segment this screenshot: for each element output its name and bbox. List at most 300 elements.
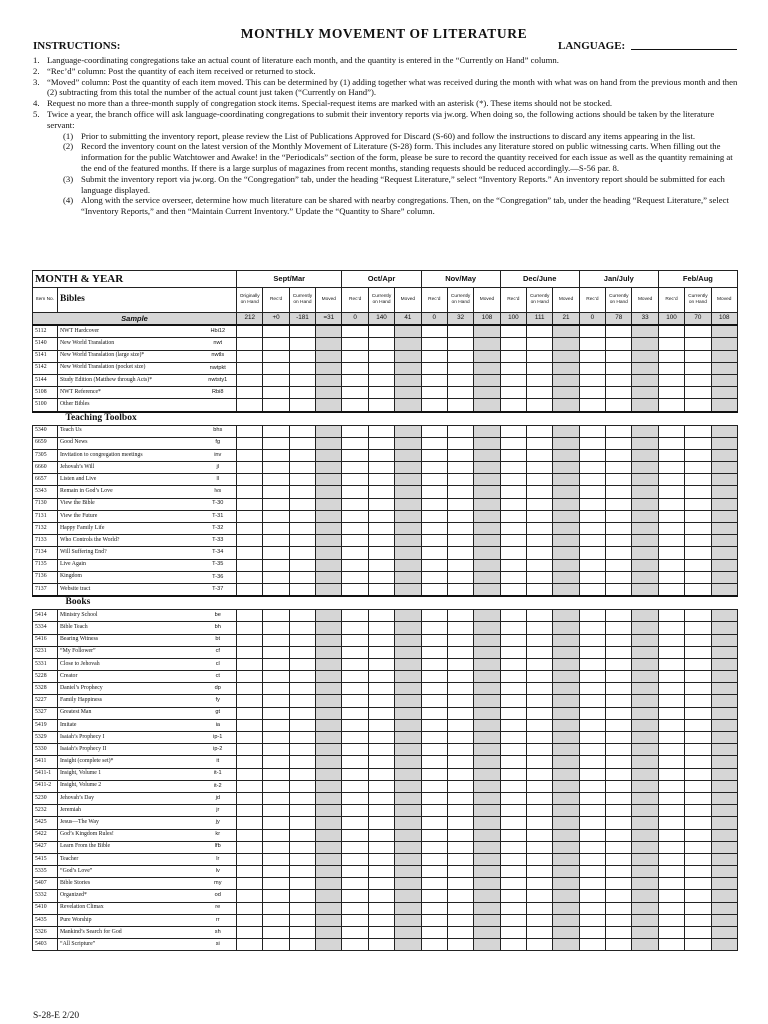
count-cell[interactable] [289,362,315,374]
count-cell[interactable] [685,841,711,853]
moved-cell[interactable] [474,634,500,646]
count-cell[interactable] [500,768,526,780]
count-cell[interactable] [263,768,289,780]
count-cell[interactable] [500,437,526,449]
count-cell[interactable] [527,878,553,890]
moved-cell[interactable] [711,866,737,878]
count-cell[interactable] [263,646,289,658]
count-cell[interactable] [527,362,553,374]
count-cell[interactable] [658,878,684,890]
moved-cell[interactable] [553,523,579,535]
count-cell[interactable] [606,571,632,583]
count-cell[interactable] [527,890,553,902]
moved-cell[interactable] [711,902,737,914]
count-cell[interactable] [368,338,394,350]
moved-cell[interactable] [316,695,342,707]
count-cell[interactable] [447,350,473,362]
count-cell[interactable] [263,671,289,683]
count-cell[interactable] [421,878,447,890]
moved-cell[interactable] [553,399,579,412]
moved-cell[interactable] [711,756,737,768]
count-cell[interactable] [500,510,526,522]
moved-cell[interactable] [316,510,342,522]
count-cell[interactable] [685,732,711,744]
count-cell[interactable] [500,425,526,437]
moved-cell[interactable] [553,866,579,878]
count-cell[interactable] [368,449,394,461]
count-cell[interactable] [685,719,711,731]
count-cell[interactable] [447,732,473,744]
moved-cell[interactable] [632,474,658,486]
count-cell[interactable] [658,462,684,474]
moved-cell[interactable] [711,768,737,780]
moved-cell[interactable] [711,719,737,731]
count-cell[interactable] [579,658,605,670]
count-cell[interactable] [606,374,632,386]
count-cell[interactable] [421,939,447,951]
count-cell[interactable] [237,634,263,646]
count-cell[interactable] [263,792,289,804]
count-cell[interactable] [342,634,368,646]
moved-cell[interactable] [316,683,342,695]
moved-cell[interactable] [316,646,342,658]
moved-cell[interactable] [632,462,658,474]
moved-cell[interactable] [395,866,421,878]
count-cell[interactable] [658,622,684,634]
count-cell[interactable] [606,622,632,634]
count-cell[interactable] [685,462,711,474]
count-cell[interactable] [685,756,711,768]
moved-cell[interactable] [553,853,579,865]
count-cell[interactable] [685,535,711,547]
count-cell[interactable] [237,510,263,522]
count-cell[interactable] [237,622,263,634]
count-cell[interactable] [237,939,263,951]
moved-cell[interactable] [711,523,737,535]
moved-cell[interactable] [474,462,500,474]
count-cell[interactable] [368,462,394,474]
count-cell[interactable] [606,866,632,878]
moved-cell[interactable] [395,792,421,804]
moved-cell[interactable] [474,805,500,817]
moved-cell[interactable] [711,498,737,510]
moved-cell[interactable] [711,732,737,744]
moved-cell[interactable] [395,350,421,362]
count-cell[interactable] [368,841,394,853]
moved-cell[interactable] [632,374,658,386]
count-cell[interactable] [527,486,553,498]
count-cell[interactable] [368,732,394,744]
count-cell[interactable] [263,914,289,926]
count-cell[interactable] [237,535,263,547]
count-cell[interactable] [579,523,605,535]
count-cell[interactable] [579,437,605,449]
count-cell[interactable] [421,671,447,683]
count-cell[interactable] [579,559,605,571]
count-cell[interactable] [685,902,711,914]
moved-cell[interactable] [395,583,421,596]
moved-cell[interactable] [474,571,500,583]
count-cell[interactable] [606,719,632,731]
moved-cell[interactable] [395,486,421,498]
count-cell[interactable] [342,571,368,583]
moved-cell[interactable] [711,425,737,437]
count-cell[interactable] [658,325,684,338]
count-cell[interactable] [368,744,394,756]
count-cell[interactable] [606,425,632,437]
count-cell[interactable] [606,768,632,780]
count-cell[interactable] [421,768,447,780]
count-cell[interactable] [447,559,473,571]
count-cell[interactable] [606,732,632,744]
count-cell[interactable] [421,683,447,695]
moved-cell[interactable] [316,878,342,890]
count-cell[interactable] [500,890,526,902]
moved-cell[interactable] [474,486,500,498]
count-cell[interactable] [658,792,684,804]
count-cell[interactable] [447,683,473,695]
count-cell[interactable] [527,768,553,780]
moved-cell[interactable] [474,671,500,683]
count-cell[interactable] [579,768,605,780]
moved-cell[interactable] [711,878,737,890]
moved-cell[interactable] [632,890,658,902]
count-cell[interactable] [658,817,684,829]
count-cell[interactable] [342,914,368,926]
count-cell[interactable] [342,792,368,804]
count-cell[interactable] [606,449,632,461]
moved-cell[interactable] [474,683,500,695]
count-cell[interactable] [342,338,368,350]
count-cell[interactable] [421,350,447,362]
moved-cell[interactable] [395,437,421,449]
moved-cell[interactable] [632,927,658,939]
count-cell[interactable] [237,362,263,374]
count-cell[interactable] [500,523,526,535]
count-cell[interactable] [421,792,447,804]
count-cell[interactable] [421,805,447,817]
count-cell[interactable] [527,474,553,486]
count-cell[interactable] [658,559,684,571]
moved-cell[interactable] [474,350,500,362]
count-cell[interactable] [342,583,368,596]
count-cell[interactable] [237,902,263,914]
count-cell[interactable] [579,671,605,683]
moved-cell[interactable] [316,571,342,583]
count-cell[interactable] [263,437,289,449]
count-cell[interactable] [579,866,605,878]
count-cell[interactable] [421,374,447,386]
count-cell[interactable] [579,362,605,374]
count-cell[interactable] [368,695,394,707]
count-cell[interactable] [527,510,553,522]
count-cell[interactable] [447,817,473,829]
count-cell[interactable] [579,914,605,926]
moved-cell[interactable] [711,338,737,350]
count-cell[interactable] [500,792,526,804]
moved-cell[interactable] [553,634,579,646]
count-cell[interactable] [368,425,394,437]
count-cell[interactable] [263,338,289,350]
count-cell[interactable] [447,744,473,756]
count-cell[interactable] [421,817,447,829]
count-cell[interactable] [263,841,289,853]
count-cell[interactable] [237,325,263,338]
moved-cell[interactable] [553,571,579,583]
count-cell[interactable] [579,646,605,658]
count-cell[interactable] [527,671,553,683]
count-cell[interactable] [421,474,447,486]
count-cell[interactable] [579,805,605,817]
count-cell[interactable] [289,744,315,756]
moved-cell[interactable] [395,902,421,914]
count-cell[interactable] [658,853,684,865]
moved-cell[interactable] [553,719,579,731]
count-cell[interactable] [579,634,605,646]
count-cell[interactable] [421,399,447,412]
count-cell[interactable] [500,914,526,926]
moved-cell[interactable] [316,756,342,768]
moved-cell[interactable] [474,646,500,658]
count-cell[interactable] [579,325,605,338]
count-cell[interactable] [500,853,526,865]
count-cell[interactable] [579,744,605,756]
count-cell[interactable] [447,523,473,535]
count-cell[interactable] [237,374,263,386]
count-cell[interactable] [606,671,632,683]
count-cell[interactable] [685,780,711,792]
count-cell[interactable] [685,583,711,596]
moved-cell[interactable] [632,634,658,646]
moved-cell[interactable] [711,817,737,829]
count-cell[interactable] [527,866,553,878]
count-cell[interactable] [421,510,447,522]
moved-cell[interactable] [632,695,658,707]
moved-cell[interactable] [711,671,737,683]
count-cell[interactable] [368,325,394,338]
count-cell[interactable] [447,462,473,474]
count-cell[interactable] [658,756,684,768]
count-cell[interactable] [263,498,289,510]
count-cell[interactable] [500,634,526,646]
count-cell[interactable] [237,425,263,437]
moved-cell[interactable] [632,583,658,596]
count-cell[interactable] [447,878,473,890]
count-cell[interactable] [658,374,684,386]
count-cell[interactable] [606,583,632,596]
moved-cell[interactable] [632,658,658,670]
count-cell[interactable] [289,523,315,535]
count-cell[interactable] [447,719,473,731]
count-cell[interactable] [237,866,263,878]
moved-cell[interactable] [632,610,658,622]
moved-cell[interactable] [632,510,658,522]
moved-cell[interactable] [316,387,342,399]
moved-cell[interactable] [474,658,500,670]
moved-cell[interactable] [632,792,658,804]
count-cell[interactable] [685,374,711,386]
count-cell[interactable] [342,325,368,338]
count-cell[interactable] [447,374,473,386]
count-cell[interactable] [658,535,684,547]
count-cell[interactable] [263,658,289,670]
moved-cell[interactable] [553,437,579,449]
count-cell[interactable] [658,780,684,792]
count-cell[interactable] [606,362,632,374]
count-cell[interactable] [263,547,289,559]
count-cell[interactable] [421,610,447,622]
count-cell[interactable] [263,362,289,374]
moved-cell[interactable] [474,399,500,412]
moved-cell[interactable] [632,425,658,437]
moved-cell[interactable] [553,462,579,474]
count-cell[interactable] [527,646,553,658]
moved-cell[interactable] [632,768,658,780]
moved-cell[interactable] [553,744,579,756]
count-cell[interactable] [447,853,473,865]
moved-cell[interactable] [553,732,579,744]
count-cell[interactable] [289,878,315,890]
moved-cell[interactable] [395,732,421,744]
moved-cell[interactable] [474,559,500,571]
moved-cell[interactable] [316,437,342,449]
count-cell[interactable] [579,732,605,744]
moved-cell[interactable] [553,671,579,683]
moved-cell[interactable] [395,622,421,634]
count-cell[interactable] [237,792,263,804]
count-cell[interactable] [527,374,553,386]
moved-cell[interactable] [474,866,500,878]
moved-cell[interactable] [711,535,737,547]
count-cell[interactable] [685,634,711,646]
moved-cell[interactable] [711,387,737,399]
moved-cell[interactable] [316,914,342,926]
count-cell[interactable] [500,646,526,658]
moved-cell[interactable] [553,547,579,559]
moved-cell[interactable] [474,583,500,596]
count-cell[interactable] [237,474,263,486]
moved-cell[interactable] [632,646,658,658]
count-cell[interactable] [685,559,711,571]
count-cell[interactable] [368,646,394,658]
moved-cell[interactable] [474,939,500,951]
count-cell[interactable] [263,866,289,878]
count-cell[interactable] [606,902,632,914]
moved-cell[interactable] [632,902,658,914]
count-cell[interactable] [527,805,553,817]
count-cell[interactable] [342,610,368,622]
count-cell[interactable] [368,829,394,841]
count-cell[interactable] [263,744,289,756]
count-cell[interactable] [289,768,315,780]
moved-cell[interactable] [395,399,421,412]
count-cell[interactable] [263,853,289,865]
count-cell[interactable] [237,695,263,707]
count-cell[interactable] [237,841,263,853]
count-cell[interactable] [500,374,526,386]
count-cell[interactable] [289,866,315,878]
moved-cell[interactable] [316,610,342,622]
moved-cell[interactable] [553,610,579,622]
count-cell[interactable] [342,890,368,902]
moved-cell[interactable] [474,387,500,399]
moved-cell[interactable] [474,707,500,719]
moved-cell[interactable] [395,362,421,374]
moved-cell[interactable] [316,890,342,902]
count-cell[interactable] [447,768,473,780]
count-cell[interactable] [685,387,711,399]
count-cell[interactable] [289,547,315,559]
count-cell[interactable] [342,707,368,719]
count-cell[interactable] [237,719,263,731]
count-cell[interactable] [368,671,394,683]
count-cell[interactable] [342,805,368,817]
count-cell[interactable] [421,622,447,634]
count-cell[interactable] [368,756,394,768]
count-cell[interactable] [579,878,605,890]
count-cell[interactable] [658,449,684,461]
count-cell[interactable] [447,634,473,646]
count-cell[interactable] [421,425,447,437]
count-cell[interactable] [527,780,553,792]
count-cell[interactable] [421,927,447,939]
count-cell[interactable] [527,792,553,804]
count-cell[interactable] [658,338,684,350]
count-cell[interactable] [342,841,368,853]
count-cell[interactable] [685,939,711,951]
count-cell[interactable] [421,658,447,670]
moved-cell[interactable] [632,866,658,878]
count-cell[interactable] [579,695,605,707]
count-cell[interactable] [447,866,473,878]
moved-cell[interactable] [711,829,737,841]
moved-cell[interactable] [395,914,421,926]
count-cell[interactable] [685,449,711,461]
moved-cell[interactable] [553,559,579,571]
count-cell[interactable] [685,510,711,522]
count-cell[interactable] [500,474,526,486]
count-cell[interactable] [658,829,684,841]
count-cell[interactable] [263,805,289,817]
moved-cell[interactable] [553,449,579,461]
count-cell[interactable] [289,707,315,719]
count-cell[interactable] [289,853,315,865]
count-cell[interactable] [579,399,605,412]
count-cell[interactable] [237,523,263,535]
count-cell[interactable] [685,547,711,559]
count-cell[interactable] [606,707,632,719]
count-cell[interactable] [342,683,368,695]
count-cell[interactable] [579,425,605,437]
count-cell[interactable] [421,571,447,583]
count-cell[interactable] [237,829,263,841]
count-cell[interactable] [658,671,684,683]
count-cell[interactable] [447,658,473,670]
count-cell[interactable] [527,523,553,535]
count-cell[interactable] [527,732,553,744]
moved-cell[interactable] [395,474,421,486]
moved-cell[interactable] [711,559,737,571]
moved-cell[interactable] [395,535,421,547]
count-cell[interactable] [237,610,263,622]
count-cell[interactable] [342,462,368,474]
moved-cell[interactable] [316,927,342,939]
count-cell[interactable] [447,437,473,449]
count-cell[interactable] [606,695,632,707]
count-cell[interactable] [342,437,368,449]
count-cell[interactable] [447,338,473,350]
count-cell[interactable] [606,610,632,622]
